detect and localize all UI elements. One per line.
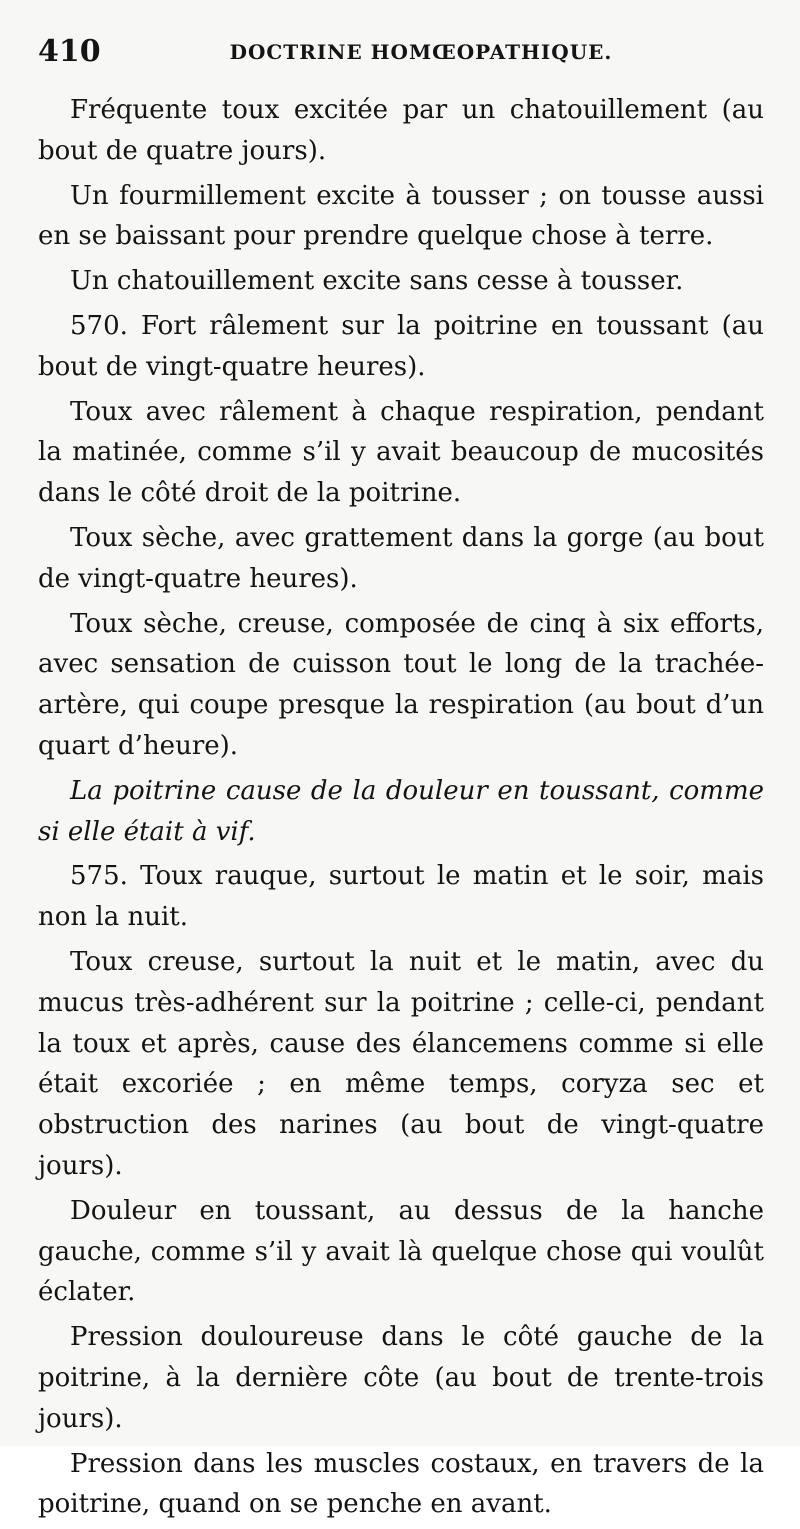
paragraph: 570. Fort râlement sur la poitrine en toussant (au bout de vingt-quatre heures). <box>38 310 764 382</box>
paragraph: Toux sèche, creuse, composée de cinq à six efforts, avec sensation de cuisson tout le long de la trachée-artère, qui coupe presque la respiration (au bout d’un quart d’heure). <box>38 608 764 761</box>
paragraph: Toux sèche, avec grattement dans la gorge (au bout de vingt-quatre heures). <box>38 522 764 594</box>
page-header <box>38 30 764 74</box>
page-content <box>38 30 764 1529</box>
paragraph-italic: La poitrine cause de la douleur en toussant, comme si elle était à vif. <box>38 775 764 847</box>
page-body <box>38 90 764 1525</box>
paragraph: Pression dans les muscles costaux, en travers de la poitrine, quand on se penche en avant. <box>38 1448 764 1520</box>
paragraph: Un fourmillement excite à tousser ; on tousse aussi en se baissant pour prendre quelque chose à terre. <box>38 180 764 252</box>
running-head: DOCTRINE HOMŒOPATHIQUE. <box>229 40 613 64</box>
paragraph: Toux creuse, surtout la nuit et le matin, avec du mucus très-adhérent sur la poitrine ; celle-ci, pendant la toux et après, cause des élancemens comme si elle était excoriée ; en même temps, coryza sec et obstruction des narines (au bout de vingt-quatre jours). <box>38 946 764 1181</box>
page-number: 410 <box>38 34 101 69</box>
paragraph: Toux avec râlement à chaque respiration, pendant la matinée, comme s’il y avait beaucoup de mucosités dans le côté droit de la poitrine. <box>38 396 764 509</box>
paragraph: Pression douloureuse dans le côté gauche de la poitrine, à la dernière côte (au bout de trente-trois jours). <box>38 1322 764 1434</box>
paragraph: Un chatouillement excite sans cesse à tousser. <box>70 266 684 297</box>
paragraph: 575. Toux rauque, surtout le matin et le soir, mais non la nuit. <box>38 861 764 933</box>
paragraph: Douleur en toussant, au dessus de la hanche gauche, comme s’il y avait là quelque chose qui voulût éclater. <box>38 1195 764 1308</box>
paragraph: Fréquente toux excitée par un chatouillement (au bout de quatre jours). <box>38 95 764 166</box>
